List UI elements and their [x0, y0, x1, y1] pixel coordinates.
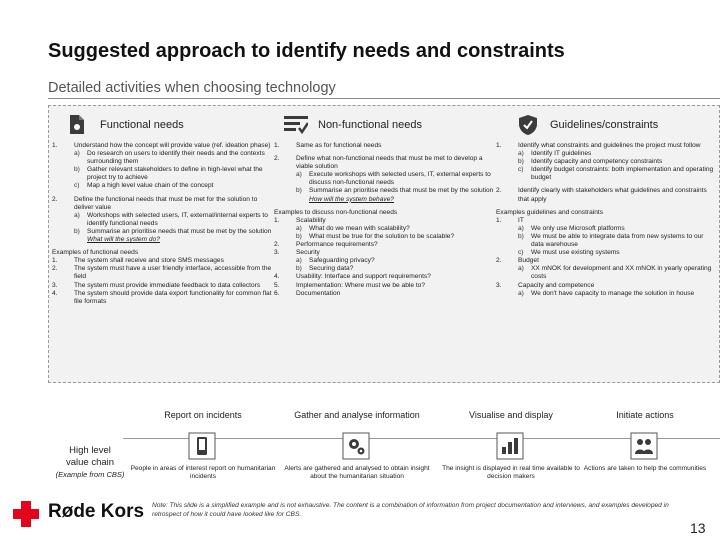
footnote: Note: This slide is a simplified example and is not exhaustive. The content is a combination of information from project documentation and interviews, and examples developed in retrospect of how it could have looked like for CBS.: [152, 502, 669, 518]
stage-title: Visualise and display: [469, 410, 553, 420]
value-chain-label: High level value chain (Example from CBS): [55, 445, 125, 479]
guidelines-column: [496, 112, 718, 298]
list-subitem: b) Summarise an prioritise needs that must be met by the solution How will the system behave?: [296, 187, 494, 203]
nonfunctional-needs-column: [274, 112, 496, 298]
examples-title: Examples guidelines and constraints: [496, 208, 604, 216]
example-item: 2. Budget: [496, 257, 539, 265]
list-item: 1. Same as for functional needs: [274, 142, 382, 149]
examples-title: Examples to discuss non-functional needs: [274, 208, 398, 216]
nonfunctional-needs-header: [274, 112, 496, 142]
stage-title: Gather and analyse information: [294, 410, 420, 420]
stage-description: Alerts are gathered and analysed to obtain insight about the humanitarian situation: [284, 465, 430, 480]
example-item: 5. Implementation: Where must we be able to?: [274, 281, 426, 289]
example-item: 1. IT: [496, 216, 524, 224]
list-subitem: c) Identify budget constraints: both implementation and operating budget: [518, 166, 714, 182]
subtitle-divider: [48, 98, 720, 99]
list-item: 1. Understand how the concept will provide value (ref. ideation phase): [52, 142, 271, 149]
action-people-icon: [630, 432, 658, 460]
value-chain: [48, 402, 720, 497]
guidelines-heading: Guidelines/constraints: [550, 119, 659, 131]
example-item: 3. Capacity and competence: [496, 281, 595, 289]
guiding-question: What will the system do?: [87, 236, 160, 244]
stage-title: Initiate actions: [616, 410, 674, 420]
list-item: 2. Define what non-functional needs that must be met to develop a viable solution: [274, 155, 483, 171]
list-item: 2. Identify clearly with stakeholders what guidelines and constraints that apply: [496, 187, 707, 203]
guidelines-header: [496, 112, 718, 142]
functional-needs-heading: Functional needs: [100, 119, 184, 131]
example-subitem: a) XX mNOK for development and XX mNOK in yearly operating costs: [518, 265, 712, 281]
stage-description: The insight is displayed in real time available to decision makers: [442, 465, 580, 480]
functional-needs-header: [52, 112, 274, 142]
guiding-question: How will the system behave?: [309, 195, 395, 203]
list-subitem: a) Do research on users to identify their needs and the contexts surrounding them: [74, 150, 265, 166]
chart-display-icon: [496, 432, 524, 460]
brand-name: Røde Kors: [48, 501, 145, 522]
example-subitem: a) We don't have capacity to manage the solution in house: [518, 289, 695, 297]
stage-description: Actions are taken to help the communities: [583, 465, 707, 472]
example-subitem: b) We must be able to integrate data from new systems to our data warehouse: [518, 232, 704, 249]
example-subitem: b) Securing data?: [296, 265, 354, 273]
list-subitem: b) Gather relevant stakeholders to define in high-level what the project try to achieve: [74, 166, 263, 182]
examples-title: Examples of functional needs: [52, 249, 139, 257]
list-subitem: c) Map a high level value chain of the concept: [74, 182, 214, 190]
document-puzzle-icon: [68, 114, 86, 139]
list-item: 2. Define the functional needs that must be met for the solution to deliver value: [52, 195, 258, 211]
phone-report-icon: [188, 432, 216, 460]
analyse-gears-icon: [342, 432, 370, 460]
example-subitem: a) What do we mean with scalability?: [296, 224, 410, 232]
value-chain-stage-actions: [570, 410, 720, 472]
example-subitem: b) What must be true for the solution to be scalable?: [296, 232, 455, 240]
page-number: 13: [690, 520, 706, 536]
list-subitem: a) Identify IT guidelines: [518, 150, 592, 158]
list-item: 1. Identify what constraints and guidelines the project must follow: [496, 142, 701, 149]
example-subitem: c) We must use existing systems: [518, 249, 620, 257]
functional-needs-column: [52, 112, 274, 306]
example-item: 4. Usability: Interface and support requirements?: [274, 273, 431, 281]
list-subitem: a) Execute workshops with selected users, IT, external experts to discuss non-functional needs: [296, 171, 491, 187]
slide-title: Suggested approach to identify needs and constraints: [48, 40, 565, 62]
example-item: 6. Documentation: [274, 289, 341, 297]
checklist-icon: [284, 114, 308, 137]
example-item: 2. Performance requirements?: [274, 241, 378, 249]
example-item: 1. Scalability: [274, 216, 326, 224]
value-chain-stage-visualise: [436, 410, 586, 480]
nonfunctional-needs-heading: Non-functional needs: [318, 119, 422, 131]
stage-title: Report on incidents: [164, 410, 242, 420]
red-cross-icon: [10, 498, 42, 530]
value-chain-stage-report: [128, 410, 278, 480]
example-subitem: a) Safeguarding privacy?: [296, 257, 375, 265]
list-subitem: b) Identify capacity and competency constraints: [518, 158, 663, 166]
shield-check-icon: [518, 114, 538, 139]
list-subitem: b) Summarise an prioritise needs that must be met by the solution What will the system do?: [74, 227, 272, 244]
value-chain-stage-analyse: [282, 410, 432, 480]
example-item: 3. Security: [274, 249, 320, 257]
example-item: 1. The system shall receive and store SMS messages: [52, 257, 224, 265]
example-item: 2. The system must have a user friendly interface, accessible from the field: [52, 265, 272, 281]
list-subitem: a) Workshops with selected users, IT, external/internal experts to identify functional needs: [74, 211, 268, 227]
slide-subtitle: Detailed activities when choosing technology: [48, 80, 336, 96]
stage-description: People in areas of interest report on humanitarian incidents: [130, 465, 276, 480]
example-subitem: a) We only use Microsoft platforms: [518, 224, 625, 232]
example-item: 3. The system must provide immediate feedback to data collectors: [52, 281, 261, 289]
example-item: 4. The system should provide data export functionality for common flat file formats: [52, 289, 272, 305]
